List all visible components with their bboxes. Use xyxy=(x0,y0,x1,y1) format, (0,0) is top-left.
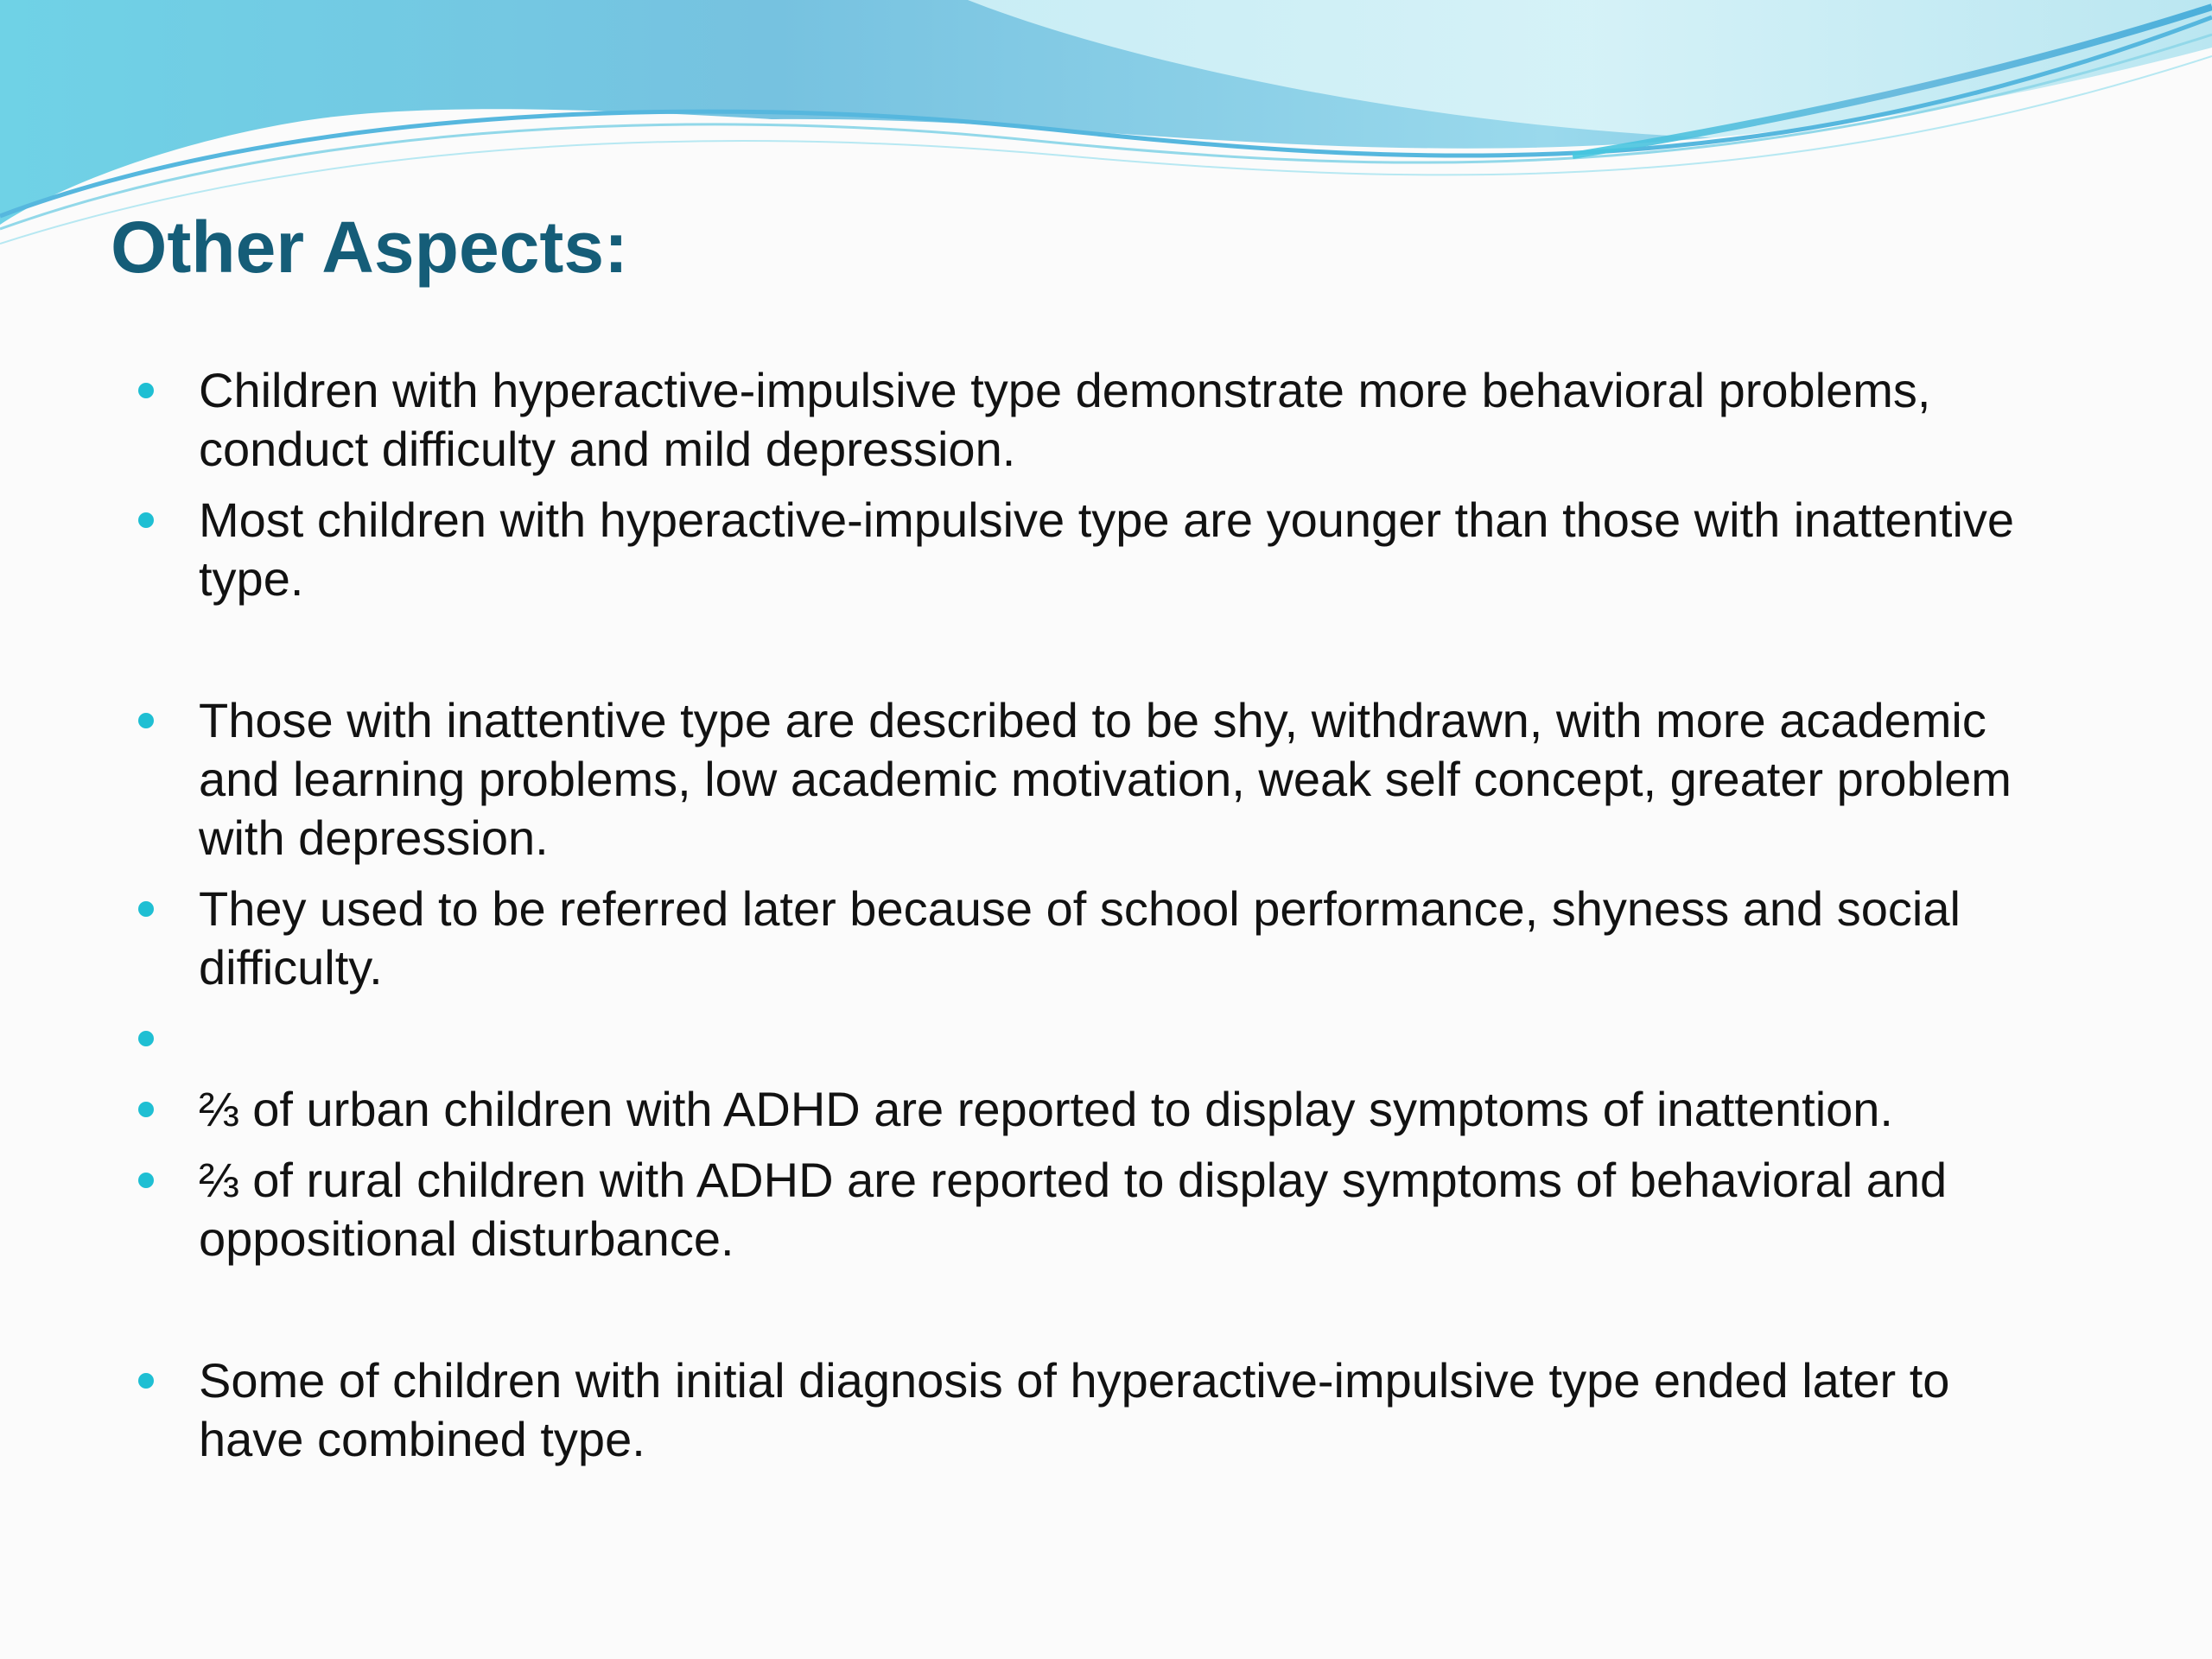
bullet-dot-icon xyxy=(138,383,154,398)
bullet-item-6 xyxy=(199,1080,2065,1139)
bullet-dot-icon xyxy=(138,1373,154,1389)
bullet-item-2 xyxy=(199,491,2065,608)
bullet-text: They used to be referred later because of school performance, shyness and social difficulty. xyxy=(199,881,1961,995)
slide-title: Other Aspects: xyxy=(111,207,629,288)
bullet-item-empty xyxy=(199,1009,2065,1068)
bullet-dot-icon xyxy=(138,1102,154,1117)
bullet-item-8 xyxy=(199,1351,2065,1469)
bullet-dot-icon xyxy=(138,901,154,917)
bullet-dot-icon xyxy=(138,1031,154,1046)
bullet-item-7 xyxy=(199,1151,2065,1268)
bullet-dot-icon xyxy=(138,512,154,528)
bullet-text: Some of children with initial diagnosis of hyperactive-impulsive type ended later to have combined type. xyxy=(199,1353,1950,1466)
bullet-item-3 xyxy=(199,691,2065,868)
bullet-text: ⅔ of rural children with ADHD are reported to display symptoms of behavioral and oppositional disturbance. xyxy=(199,1153,1948,1266)
bullet-text: Children with hyperactive-impulsive type demonstrate more behavioral problems, conduct difficulty and mild depression. xyxy=(199,363,1931,476)
bullet-text: Those with inattentive type are described to be shy, withdrawn, with more academic and learning problems, low academic motivation, weak self concept, greater problem with depression. xyxy=(199,693,2012,865)
bullet-dot-icon xyxy=(138,1173,154,1188)
bullet-item-4 xyxy=(199,880,2065,997)
bullet-dot-icon xyxy=(138,713,154,728)
bullet-text: Most children with hyperactive-impulsive type are younger than those with inattentive type. xyxy=(199,493,2015,606)
bullet-item-1 xyxy=(199,361,2065,479)
bullet-text: ⅔ of urban children with ADHD are reported to display symptoms of inattention. xyxy=(199,1082,1893,1136)
bullet-list xyxy=(199,361,2065,1481)
